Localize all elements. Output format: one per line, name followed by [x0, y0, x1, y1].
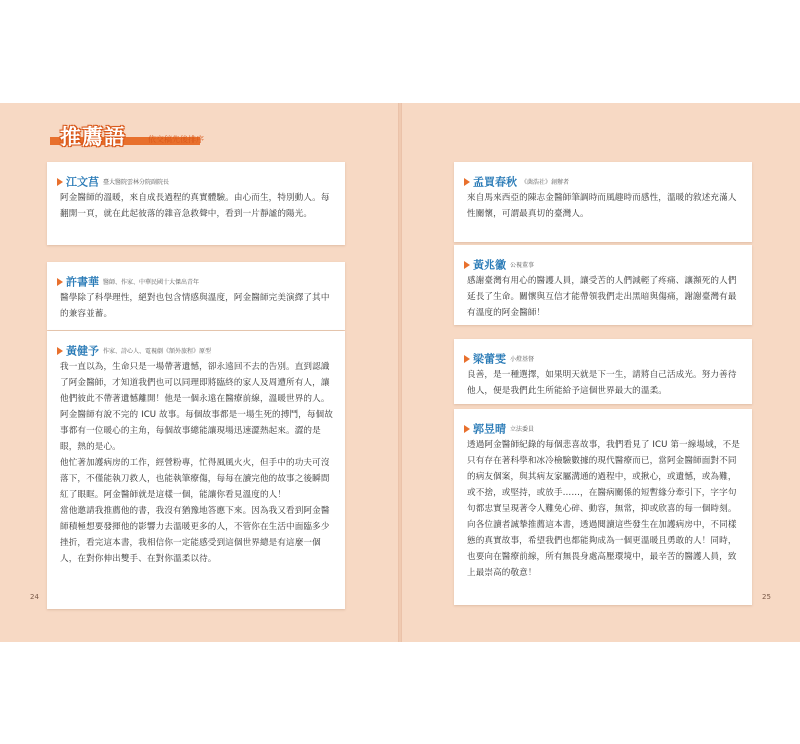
recommender-name: 郭昱晴	[473, 422, 506, 436]
card-heading	[464, 418, 534, 437]
card-text	[60, 359, 335, 567]
triangle-arrow-icon	[464, 355, 470, 363]
card-text	[467, 190, 742, 222]
paragraph: 阿金醫師的溫暖，來自成長過程的真實體驗。由心而生，特別動人。每翻開一頁，就在此起彼落的雜音急救聲中，看到一片靜謐的陽光。	[60, 193, 330, 219]
recommender-title: 醫師、作家、中華民國十大傑出青年	[103, 279, 200, 286]
recommendation-card-7	[454, 409, 752, 605]
header-title: 推薦語	[60, 124, 126, 149]
card-heading	[57, 340, 211, 359]
paragraph: 醫學除了科學理性，絕對也包含情感與溫度，阿金醫師完美演繹了其中的兼容並蓄。	[60, 293, 330, 319]
recommendation-card-6	[454, 339, 752, 404]
recommender-name: 孟買春秋	[473, 175, 517, 189]
card-heading	[57, 271, 199, 290]
recommender-name: 許書華	[66, 275, 99, 289]
paragraph: 阿金醫師有說不完的 ICU 故事。每個故事都是一場生死的搏鬥，每個故事都有一位暖心的主角，每個故事總能讓現場迅速澀熱起來。澀的是眼，熱的是心。	[60, 410, 333, 452]
recommender-title: 作家、詩心人、電視劇《額外旅程》原型	[103, 348, 212, 355]
card-text	[467, 273, 742, 321]
card-heading	[464, 171, 569, 190]
page-number-left: 24	[30, 593, 39, 601]
triangle-arrow-icon	[57, 178, 63, 186]
paragraph: 他忙著加護病房的工作，經營粉專，忙得風風火火，但手中的功夫可沒落下，不僅能執刀救人，也能執筆療傷，每每在讀完他的故事之後瞬間紅了眼眶。阿金醫師就是這樣一個，能讓你看見溫度的人！	[60, 458, 330, 500]
book-gutter	[398, 103, 402, 642]
recommender-name: 黃健予	[66, 344, 99, 358]
triangle-arrow-icon	[464, 261, 470, 269]
recommender-title: 公視董事	[510, 262, 535, 269]
paragraph: 來自馬來西亞的陳志金醫師筆調時而風趣時而感性，溫暖的敘述充滿人性關懷，可謂最真切的臺灣人。	[467, 193, 737, 219]
paragraph: 向各位讀者誠摯推薦這本書，透過閱讀這些發生在加護病房中，不同樣態的真實故事，希望我們也都能夠成為一個更溫暖且勇敢的人！同時，也要向在醫療前線，所有無畏身處高壓環境中，最辛苦的醫護人員，致上最崇高的敬意！	[467, 520, 737, 578]
recommendation-card-2	[47, 262, 345, 330]
paragraph: 透過阿金醫師紀錄的每個悲喜故事，我們看見了 ICU 第一線場域，不是只有存在著科學和冰冷檢驗數據的現代醫療而已，當阿金醫師面對不同的病友個案，與其病友家屬溝通的過程中，或揪心，或遺憾，或為難，或不捨，或堅持，或放手……，在醫病關係的短暫緣分牽引下，字字句句都忠實呈現著令人難免心碎、動容，無常，抑或欣喜的每一個時刻。	[467, 440, 740, 514]
recommender-name: 江文莒	[66, 175, 99, 189]
paragraph: 當他邀請我推薦他的書，我沒有猶豫地答應下來。因為我又看到阿金醫師積極想要發揮他的影響力去溫暖更多的人，不管你在生活中面臨多少挫折，看完這本書，我相信你一定能感受到這個世界總是有這麼一個人，在對你伸出雙手、在對你溫柔以待。	[60, 506, 330, 564]
triangle-arrow-icon	[464, 425, 470, 433]
card-text	[467, 437, 742, 581]
triangle-arrow-icon	[464, 178, 470, 186]
triangle-arrow-icon	[57, 278, 63, 286]
recommender-name: 梁蕾雯	[473, 352, 506, 366]
recommendation-card-3	[47, 331, 345, 609]
page-number-right: 25	[762, 593, 771, 601]
card-text	[60, 190, 335, 222]
paragraph: 我一直以為，生命只是一場帶著遺憾，卻永遠回不去的告別。直到認識了阿金醫師，才知道我們也可以同理即將臨終的家人及周遭所有人，讓他們彼此不帶著遺憾離開！他是一個永遠在醫療前線，溫暖世界的人。	[60, 362, 330, 404]
card-text	[467, 367, 742, 399]
card-heading	[464, 254, 534, 273]
section-header	[50, 124, 350, 149]
recommendation-card-4	[454, 162, 752, 242]
card-heading	[57, 171, 169, 190]
triangle-arrow-icon	[57, 347, 63, 355]
paragraph: 感謝臺灣有用心的醫護人員，讓受苦的人們減輕了疼痛、讓瀕死的人們延長了生命。關懷與互信才能帶領我們走出黑暗與傷痛，謝謝臺灣有最有溫度的阿金醫師！	[467, 276, 737, 318]
card-heading	[464, 348, 534, 367]
recommender-name: 黃兆徽	[473, 258, 506, 272]
card-text	[60, 290, 335, 322]
header-subtitle: 依交稿先後排序	[148, 135, 204, 144]
recommendation-card-5	[454, 245, 752, 325]
paragraph: 良善，是一種選擇，如果明天就是下一生，請將自己活成光。努力善待他人，便是我們此生所能給予這個世界最大的溫柔。	[467, 370, 737, 396]
recommender-title: 臺大醫院雲林分院副院長	[103, 179, 170, 186]
recommender-title: 小燈基督	[510, 356, 535, 363]
book-spread	[0, 103, 800, 642]
recommendation-card-1	[47, 162, 345, 245]
recommender-title: 《菌浩社》創辦者	[521, 179, 570, 186]
recommender-title: 立法委員	[510, 426, 535, 433]
